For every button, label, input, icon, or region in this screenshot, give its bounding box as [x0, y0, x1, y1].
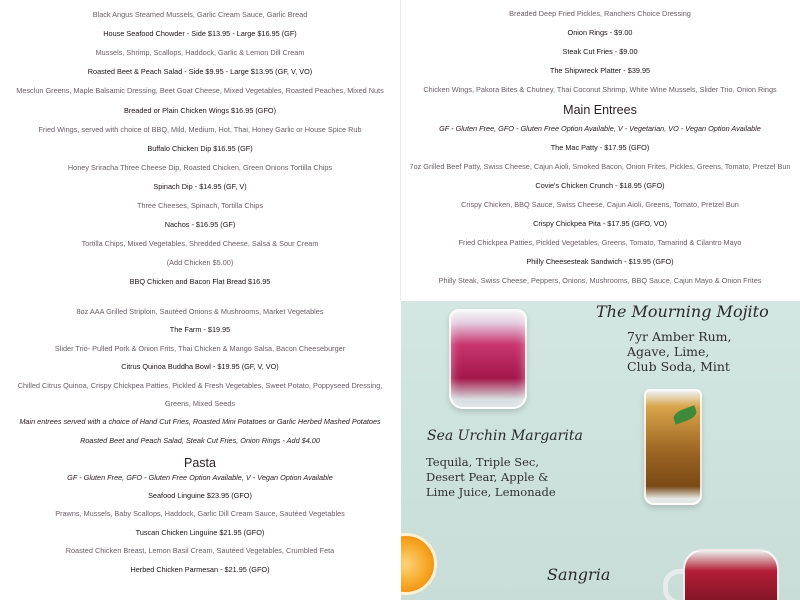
menu-item-title: The Mac Patty - $17.95 (GFO)	[550, 142, 650, 152]
menu-item-title: Steak Cut Fries - $9.00	[562, 47, 638, 57]
menu-item-description: Honey Sriracha Three Cheese Dip, Roasted Chicken, Green Onions Tortilla Chips	[67, 162, 333, 172]
menu-item-description: Prawns, Mussels, Baby Scallops, Haddock, Garlic Dill Cream Sauce, Sautéed Vegetables	[55, 509, 345, 519]
menu-item-description: 8oz AAA Grilled Striploin, Sautéed Onions & Mushrooms, Market Vegetables	[76, 307, 324, 316]
menu-item-title: Citrus Quinoa Buddha Bowl - $19.95 (GF, V, VO)	[121, 362, 279, 372]
menu-item-description: Fried Wings, served with choice of BBQ, Mild, Medium, Hot, Thai, Honey Garlic or House Spice Rub	[38, 124, 362, 134]
menu-note: Main entrees served with a choice of Hand Cut Fries, Roasted Mini Potatoes or Garlic Herbed Mashed Potatoes	[19, 417, 381, 427]
mojito-line: Agave, Lime,	[627, 344, 710, 359]
menu-item-title: Philly Cheesesteak Sandwich - $19.95 (GFO)	[526, 257, 674, 267]
menu-item-description: Tortilla Chips, Mixed Vegetables, Shredded Cheese, Salsa & Sour Cream	[81, 239, 319, 249]
menu-item-title: Onion Rings - $9.00	[567, 28, 633, 38]
margarita-line: Tequila, Triple Sec,	[426, 455, 540, 469]
menu-item-description: Slider Trio- Pulled Pork & Onion Frits, Thai Chicken & Mango Salsa, Bacon Cheeseburger	[54, 343, 346, 353]
menu-item-description: Chicken Wings, Pakora Bites & Chutney, Thai Coconut Shrimp, White Wine Mussels, Slider Trio, Onion Rings	[423, 85, 777, 95]
drinks-photo-panel	[401, 301, 800, 600]
menu-item-title: Roasted Beet & Peach Salad - Side $9.95 - Large $13.95 (GF, V, VO)	[87, 67, 313, 77]
mojito-line: 7yr Amber Rum,	[627, 329, 732, 344]
menu-item-title: Covie's Chicken Crunch - $18.95 (GFO)	[535, 180, 665, 190]
mojito-line: Club Soda, Mint	[627, 359, 730, 374]
orange-slice-image	[401, 533, 437, 595]
menu-item-description: (Add Chicken $5.00)	[166, 258, 234, 268]
section-heading: Pasta	[184, 456, 216, 471]
margarita-description	[426, 455, 556, 500]
margarita-line: Desert Pear, Apple &	[426, 470, 549, 484]
menu-item-description: Philly Steak, Swiss Cheese, Peppers, Onions, Mushrooms, BBQ Sauce, Cajun Mayo & Onion Frites	[438, 276, 762, 286]
margarita-glass-image	[449, 309, 527, 409]
menu-note: GF - Gluten Free, GFO - Gluten Free Option Available, V - Vegetarian, VO - Vegan Option Available	[439, 123, 761, 133]
menu-item-description: Chilled Citrus Quinoa, Crispy Chickpea Patties, Pickled & Fresh Vegetables, Sweet Potato, Poppyseed Dressing,	[17, 380, 383, 390]
menu-item-description: Breaded Deep Fried Pickles, Ranchers Choice Dressing	[509, 9, 691, 18]
menu-item-title: The Farm - $19.95	[169, 325, 231, 335]
menu-item-description: Roasted Chicken Breast, Lemon Basil Cream, Sautéed Vegetables, Crumbled Feta	[65, 546, 335, 556]
menu-item-title: Tuscan Chicken Linguine $21.95 (GFO)	[135, 527, 265, 537]
menu-item-title: Crispy Chickpea Pita - $17.95 (GFO, VO)	[533, 219, 667, 229]
menu-note: GF - Gluten Free, GFO - Gluten Free Option Available, V - Vegan Option Available	[67, 472, 333, 482]
menu-item-title: BBQ Chicken and Bacon Flat Bread $16.95	[129, 277, 271, 287]
menu-item-description: Mussels, Shrimp, Scallops, Haddock, Garlic & Lemon Dill Cream	[95, 48, 305, 58]
menu-item-description: 7oz Grilled Beef Patty, Swiss Cheese, Cajun Aioli, Smoked Bacon, Onion Frites, Pickles, Greens, Tomato, Pretzel Bun	[409, 161, 791, 171]
margarita-line: Lime Juice, Lemonade	[426, 485, 556, 499]
mojito-title: The Mourning Mojito	[596, 302, 769, 321]
menu-item-title: The Shipwreck Platter - $39.95	[549, 66, 651, 76]
sangria-pitcher-image	[683, 549, 779, 600]
menu-item-description: Mesclun Greens, Maple Balsamic Dressing, Beet Goat Cheese, Mixed Vegetables, Roasted Peaches, Mixed Nuts	[16, 86, 384, 96]
menu-item-title: Nachos - $16.95 (GF)	[164, 220, 236, 230]
menu-item-title: Herbed Chicken Parmesan - $21.95 (GFO)	[130, 564, 270, 574]
menu-item-description: Crispy Chicken, BBQ Sauce, Swiss Cheese, Cajun Aioli, Greens, Tomato, Pretzel Bun	[461, 200, 739, 209]
menu-item-description: Greens, Mixed Seeds	[164, 399, 236, 408]
menu-item-title: Breaded or Plain Chicken Wings $16.95 (GFO)	[123, 105, 277, 115]
menu-item-description: Black Angus Steamed Mussels, Garlic Cream Sauce, Garlic Bread	[92, 10, 308, 19]
sangria-title: Sangria	[547, 565, 611, 584]
section-heading: Main Entrees	[563, 102, 637, 117]
menu-item-title: House Seafood Chowder - Side $13.95 - Large $16.95 (GF)	[103, 29, 297, 39]
menu-item-description: Three Cheeses, Spinach, Tortilla Chips	[136, 201, 263, 210]
margarita-title: Sea Urchin Margarita	[427, 428, 583, 444]
menu-item-title: Buffalo Chicken Dip $16.95 (GF)	[147, 143, 253, 153]
mojito-description	[627, 329, 731, 374]
menu-item-title: Seafood Linguine $23.95 (GFO)	[148, 491, 252, 500]
menu-item-title: Spinach Dip - $14.95 (GF, V)	[153, 181, 247, 191]
menu-item-description: Fried Chickpea Patties, Pickled Vegetables, Greens, Tomato, Tamarind & Cilantro Mayo	[458, 238, 742, 248]
menu-note: Roasted Beet and Peach Salad, Steak Cut Fries, Onion Rings - Add $4.00	[80, 435, 320, 445]
